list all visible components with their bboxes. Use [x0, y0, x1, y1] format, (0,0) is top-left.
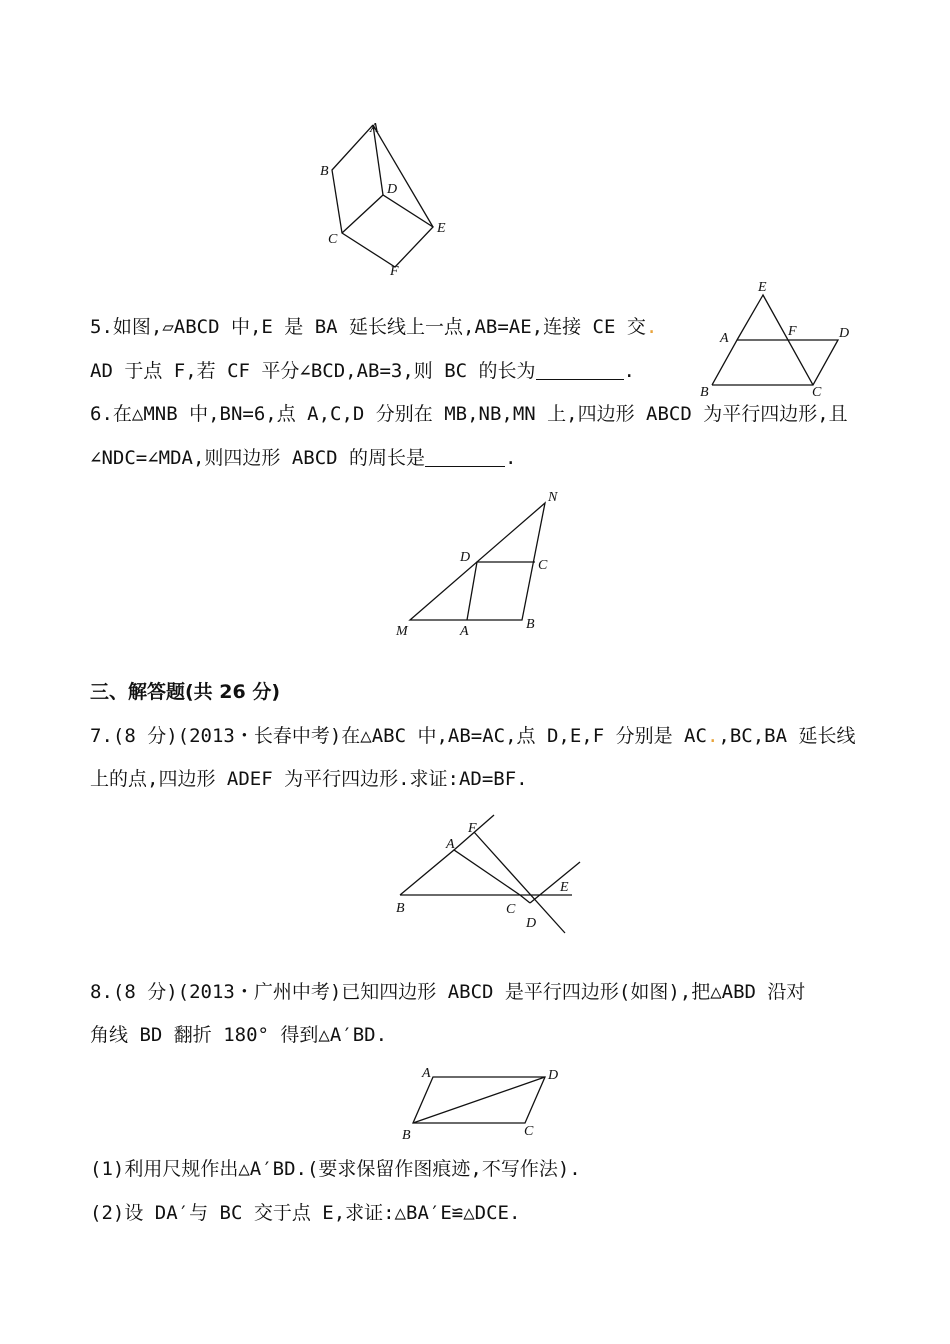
q8-label-b: B — [402, 1128, 411, 1143]
q6-label-d: D — [460, 550, 471, 565]
fig1-label-c: C — [328, 232, 338, 247]
q6-label-c: C — [538, 558, 548, 573]
q7-label-a: A — [446, 837, 455, 852]
q6-answer-blank[interactable] — [425, 448, 505, 467]
fig1-label-f: F — [390, 264, 399, 279]
q7-line-1: 7.(8 分)(2013・长春中考)在△ABC 中,AB=AC,点 D,E,F 分别是 AC.,BC,BA 延长线 — [90, 725, 856, 747]
q5-label-d: D — [839, 326, 850, 341]
fig1-edge-ae — [373, 125, 433, 227]
fig1-label-e: E — [437, 221, 446, 236]
q7-label-c: C — [506, 902, 516, 917]
q7-line-ac-extension — [520, 895, 530, 903]
q5-label-c: C — [812, 385, 822, 400]
q8-line-1: 8.(8 分)(2013・广州中考)已知四边形 ABCD 是平行四边形(如图),把△ABD 沿对 — [90, 981, 806, 1003]
q8-label-d: D — [548, 1068, 559, 1083]
q7-label-d: D — [526, 916, 537, 931]
q7-triangle-ab-ac — [400, 850, 520, 895]
q6-line-1: 6.在△MNB 中,BN=6,点 A,C,D 分别在 MB,NB,MN 上,四边形 ABCD 为平行四边形,且 — [90, 403, 848, 425]
q8-label-c: C — [524, 1124, 534, 1139]
fig1-label-b: B — [320, 164, 329, 179]
q5-line-2: AD 于点 F,若 CF 平分∠BCD,AB=3,则 BC 的长为 . — [90, 360, 635, 382]
fig1-outline — [332, 125, 433, 267]
q7-label-f: F — [468, 821, 477, 836]
q5-line-1: 5.如图,▱ABCD 中,E 是 BA 延长线上一点,AB=AE,连接 CE 交. — [90, 316, 658, 338]
figure-top-polyhedron — [310, 115, 460, 285]
q8-sub-1: (1)利用尺规作出△A′BD.(要求保留作图痕迹,不写作法). — [90, 1158, 581, 1180]
q7-label-b: B — [396, 901, 405, 916]
q7-line-2: 上的点,四边形 ADEF 为平行四边形.求证:AD=BF. — [90, 768, 528, 790]
q5-label-e: E — [758, 280, 767, 295]
q6-label-b: B — [526, 617, 535, 632]
fig1-label-a: A — [370, 121, 379, 136]
q6-label-n: N — [548, 490, 558, 505]
q8-line-2: 角线 BD 翻折 180° 得到△A′BD. — [90, 1024, 388, 1046]
q5-label-a: A — [720, 331, 729, 346]
q5-parallelogram — [712, 340, 838, 385]
q5-label-b: B — [700, 385, 709, 400]
section-3-title: 三、解答题(共 26 分) — [90, 681, 281, 703]
figure-q5-parallelogram — [700, 275, 860, 400]
q8-sub-2: (2)设 DA′与 BC 交于点 E,求证:△BA′E≌△DCE. — [90, 1202, 521, 1224]
q6-line-2: ∠NDC=∠MDA,则四边形 ABCD 的周长是 . — [90, 447, 517, 469]
figure-q7-triangle — [390, 810, 580, 940]
q6-label-m: M — [396, 624, 408, 639]
q5-answer-blank[interactable] — [536, 361, 624, 380]
q8-diagonal-bd — [413, 1077, 545, 1123]
q6-label-a: A — [460, 624, 469, 639]
figure-q6-triangle — [390, 485, 570, 645]
figure-q8-parallelogram — [400, 1065, 570, 1145]
q8-label-a: A — [422, 1066, 431, 1081]
q6-parallelogram-inner — [467, 562, 535, 620]
fig1-label-d: D — [387, 182, 398, 197]
q7-line-fe — [474, 832, 565, 933]
q7-line-de — [530, 862, 580, 903]
q5-label-f: F — [788, 324, 797, 339]
q7-label-e: E — [560, 880, 569, 895]
